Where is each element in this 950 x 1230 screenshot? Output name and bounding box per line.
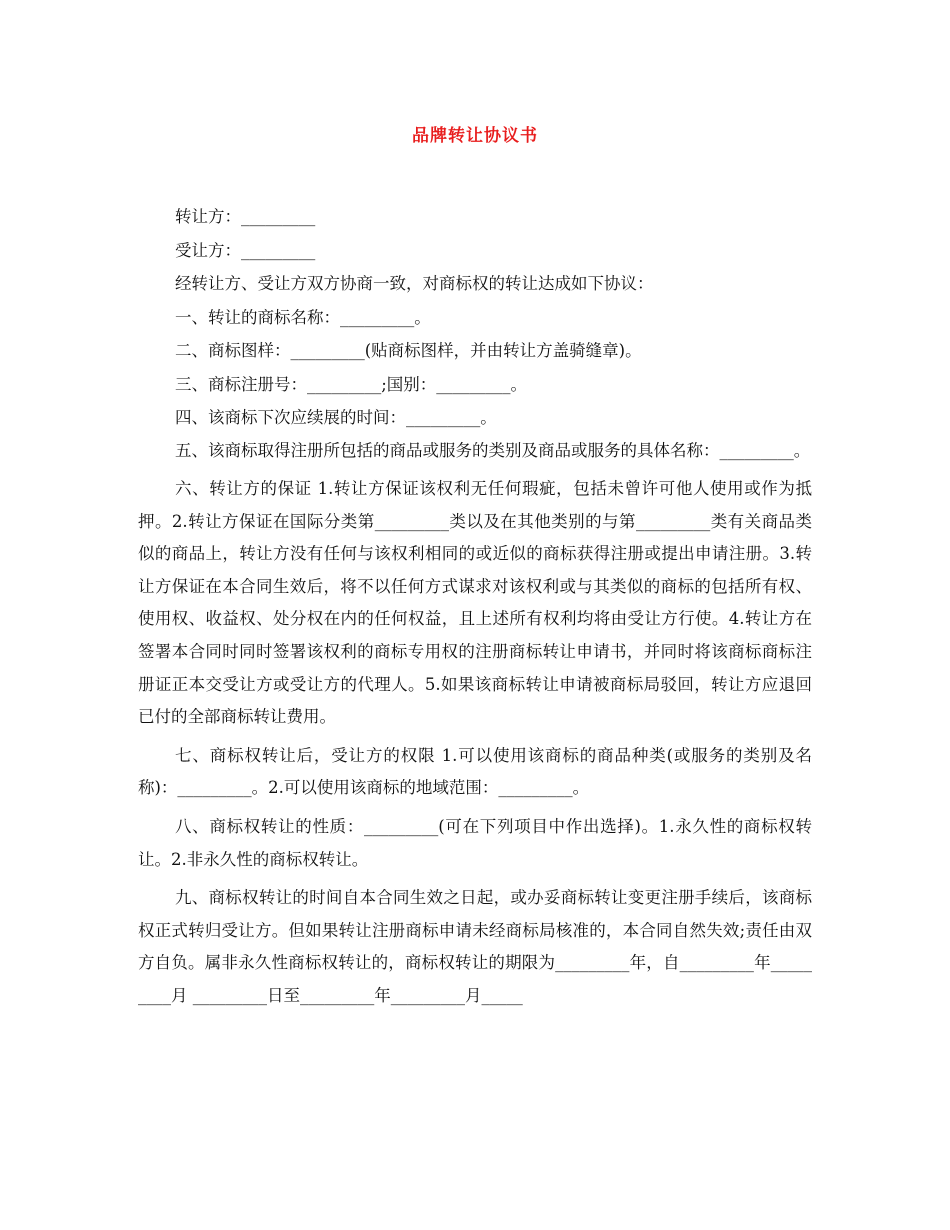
intro-line: 经转让方、受让方双方协商一致，对商标权的转让达成如下协议： xyxy=(175,274,654,293)
clause-3: 三、商标注册号：_________;国别：_________。 xyxy=(175,374,528,394)
clause-7: 七、商标权转让后，受让方的权限 1.可以使用该商标的商品种类(或服务的类别及名称)：_________。2.可以使用该商标的地域范围：_________。 xyxy=(138,745,812,798)
clause-9: 九、商标权转让的时间自本合同生效之日起，或办妥商标转让变更注册手续后，该商标权正式转归受让方。但如果转让注册商标申请未经商标局核准的，本合同自然失效;责任由双方自负。属非永久性商标权转让的，商标权转让的期限为_________年，自_________年_________月 _________日至_________年_________月_____ xyxy=(138,888,812,1005)
clause-1: 一、转让的商标名称：_________。 xyxy=(175,307,431,327)
clause-8: 八、商标权转让的性质：_________(可在下列项目中作出选择)。1.永久性的商标权转让。2.非永久性的商标权转让。 xyxy=(138,817,812,869)
clause-2: 二、商标图样：_________(贴商标图样，并由转让方盖骑缝章)。 xyxy=(175,341,642,360)
transferor-line: 转让方：_________ xyxy=(175,207,316,226)
transferee-line: 受让方：_________ xyxy=(175,240,316,260)
document-title: 品牌转让协议书 xyxy=(412,126,538,146)
clause-5: 五、该商标取得注册所包括的商品或服务的类别及商品或服务的具体名称：_________。 xyxy=(175,440,811,460)
clause-6: 六、转让方的保证 1.转让方保证该权利无任何瑕疵，包括未曾许可他人使用或作为抵押。2.转让方保证在国际分类第_________类以及在其他类别的与第_________类有关商品类似的商品上，转让方没有任何与该权利相同的或近似的商标获得注册或提出申请注册。3.转让方保证在本合同生效后，将不以任何方式谋求对该权利或与其类似的商标的包括所有权、使用权、收益权、处分权在内的任何权益，且上述所有权利均将由受让方行使。4.转让方在签署本合同时同时签署该权利的商标专用权的注册商标转让申请书，并同时将该商标商标注册证正本交受让方或受让方的代理人。5.如果该商标转让申请被商标局驳回，转让方应退回已付的全部商标转让费用。 xyxy=(138,479,812,727)
clause-4: 四、该商标下次应续展的时间：_________。 xyxy=(175,408,497,427)
